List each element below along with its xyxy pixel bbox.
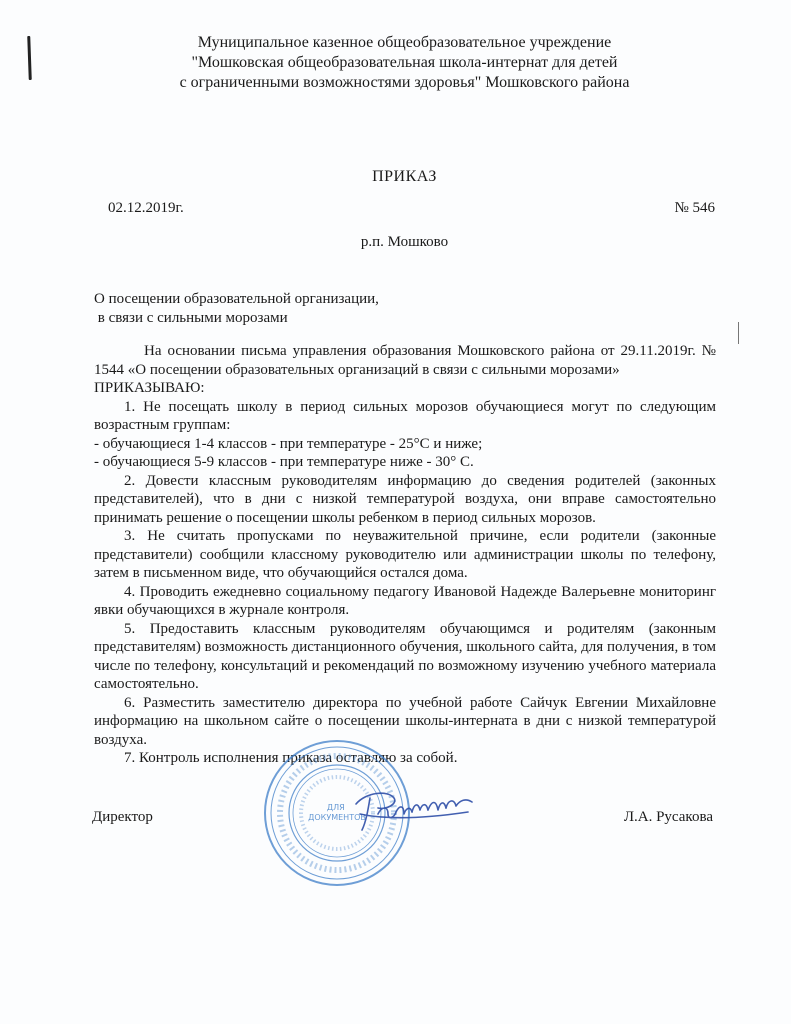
subject-line-1: О посещении образовательной организации, (94, 291, 379, 307)
order-item-5: 5. Предоставить классным руководителям обучающимся и родителям (законным представителям) возможность дистанционного обучения, школьного сайта, для получения, в том числе по телефону, консультаций и рекомендаций по возможному изучению учебного материала самостоятельно. (94, 620, 716, 692)
order-item-6: 6. Разместить заместителю директора по учебной работе Сайчук Евгении Михайловне информацию на школьном сайте о посещении школы-интерната в дни с низкой температурой воздуха. (94, 694, 716, 748)
signature-role: Директор (92, 809, 153, 825)
order-item-3: 3. Не считать пропусками по неуважительной причине, если родители (законные представители) сообщили классному руководителю или администрации школы по телефону, затем в письменном виде, что обучающийся остался дома. (94, 528, 716, 581)
header-line-2: "Мошковская общеобразовательная школа-интернат для детей (191, 54, 618, 71)
order-number: № 546 (674, 200, 715, 216)
signature-name: Л.А. Русакова (623, 809, 713, 825)
order-place (0, 234, 791, 251)
order-place-text: р.п. Мошково (360, 234, 449, 250)
order-item-1-group-b: - обучающиеся 5-9 классов - при температуре ниже - 30° С. (94, 454, 474, 470)
order-body (94, 342, 716, 768)
header-line-1: Муниципальное казенное общеобразовательное учреждение (197, 34, 612, 51)
order-date: 02.12.2019г. (108, 200, 184, 216)
document-title-text: ПРИКАЗ (372, 168, 437, 185)
order-command-word: ПРИКАЗЫВАЮ: (94, 380, 205, 396)
institution-header (0, 33, 791, 93)
order-intro: На основании письма управления образования Мошковского района от 29.11.2019г. № 1544 «О посещении образовательных организаций в связи с сильными морозами» (94, 343, 716, 378)
order-item-7: 7. Контроль исполнения приказа оставляю за собой. (124, 750, 458, 766)
subject-line-2: в связи с сильными морозами (94, 310, 288, 326)
document-title (0, 168, 791, 186)
order-item-1: 1. Не посещать школу в период сильных морозов обучающиеся могут по следующим возрастным группам: (94, 398, 716, 433)
order-item-2: 2. Довести классным руководителям информацию до сведения родителей (законных представителей), что в дни с низкой температурой воздуха, они вправе самостоятельно принимать решение о посещении школы ребенком в период сильных морозов. (94, 472, 716, 526)
scan-artifact-line (738, 322, 739, 344)
header-line-3: с ограниченными возможностями здоровья" Мошковского района (179, 74, 630, 91)
order-item-4: 4. Проводить ежедневно социальному педагогу Ивановой Надежде Валерьевне мониторинг явки обучающихся в журнале контроля. (94, 583, 716, 618)
order-subject (94, 290, 379, 328)
order-item-1-group-a: - обучающиеся 1-4 классов - при температуре - 25°С и ниже; (94, 435, 483, 452)
stamp-inner-text: ДЛЯ ДОКУМЕНТОВ (308, 803, 366, 822)
handwritten-signature (348, 784, 478, 836)
